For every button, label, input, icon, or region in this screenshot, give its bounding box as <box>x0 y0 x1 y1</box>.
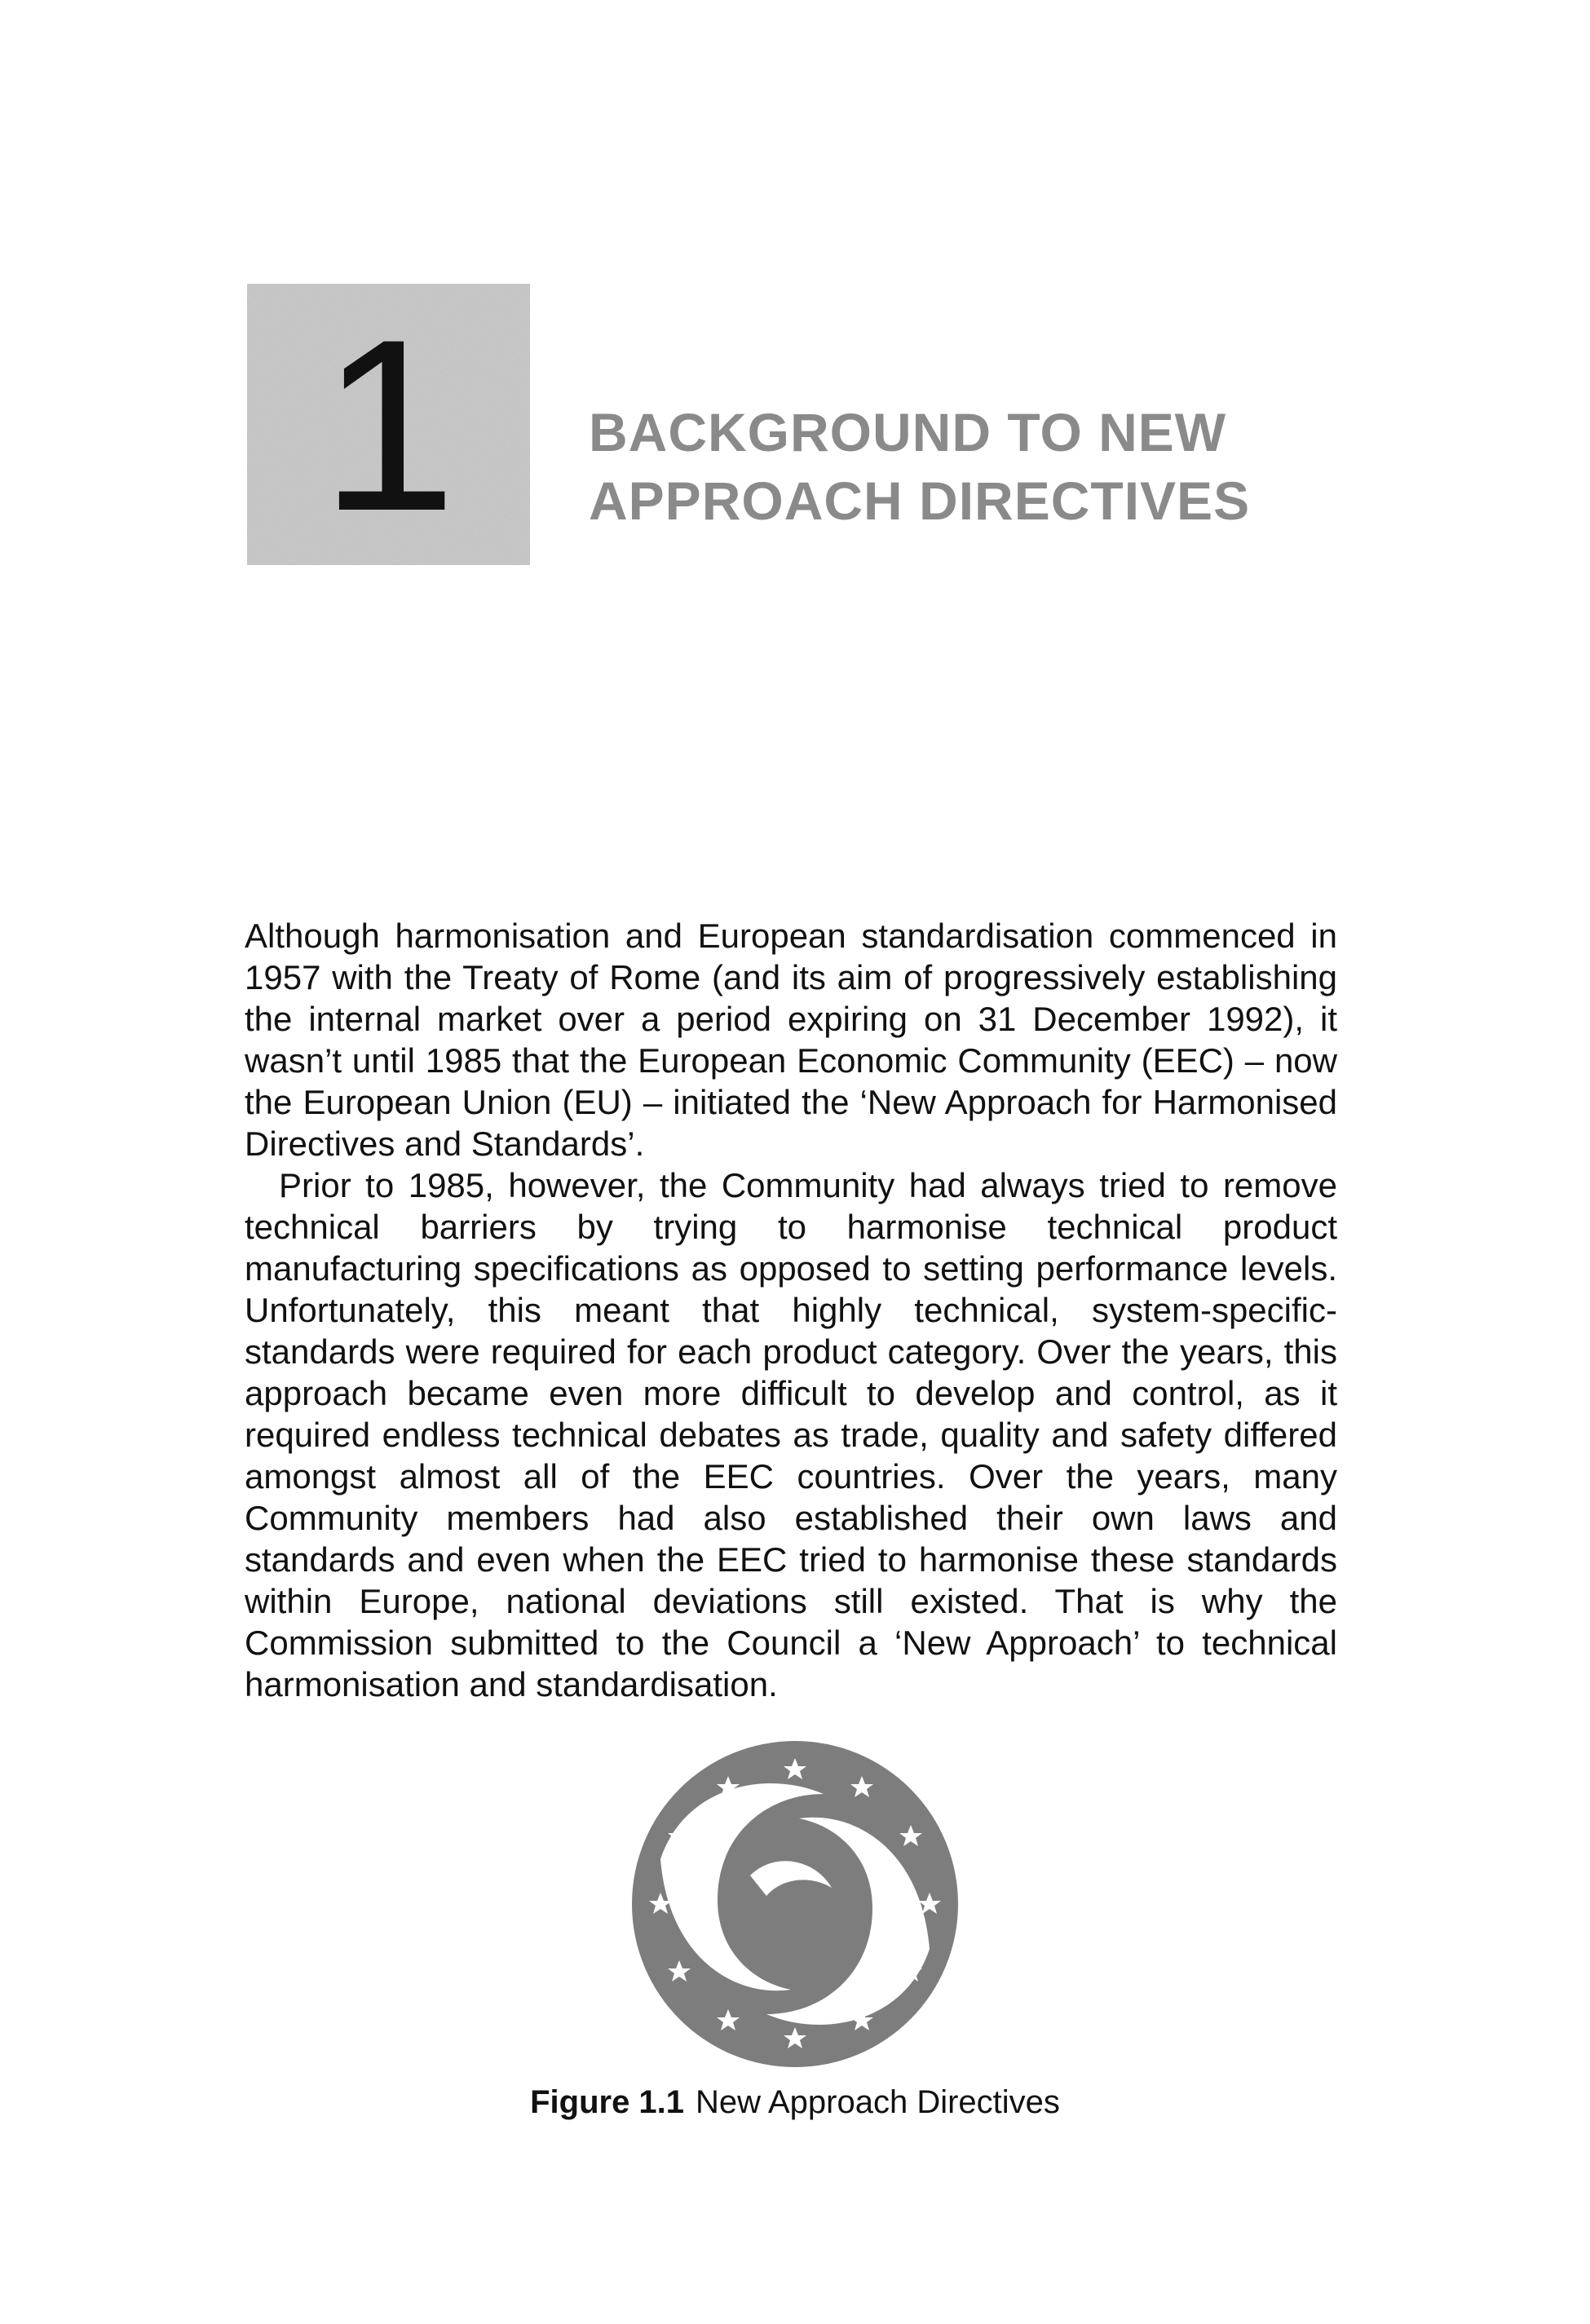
figure-caption-label: Figure 1.1 <box>530 2084 685 2120</box>
body-text <box>245 915 1337 1705</box>
figure-1-1 <box>628 1737 962 2071</box>
chapter-title-line1: BACKGROUND TO NEW <box>589 402 1227 462</box>
chapter-title <box>589 398 1323 535</box>
paragraph-1: Although harmonisation and European standardisation commenced in 1957 with the Treaty of Rome (and its aim of progressively establishing the internal market over a period expiring on 31 December 1992), it wasn’t until 1985 that the European Economic Community (EEC) – now the European Union (EU) – initiated the ‘New Approach for Harmonised Directives and Standards’. <box>245 917 1337 1163</box>
eu-star-swirl-emblem-icon <box>628 1737 962 2071</box>
chapter-number-box <box>247 284 530 565</box>
chapter-title-line2: APPROACH DIRECTIVES <box>589 471 1251 531</box>
chapter-number: 1 <box>320 287 457 562</box>
figure-caption <box>0 2084 1590 2121</box>
figure-caption-text: New Approach Directives <box>696 2084 1060 2120</box>
paragraph-2: Prior to 1985, however, the Community had always tried to remove technical barriers by trying to harmonise technical product manufacturing specifications as opposed to setting performance levels. Unfortunately, this meant that highly technical, system-specific-standards were required for each product category. Over the years, this approach became even more difficult to develop and control, as it required endless technical debates as trade, quality and safety differed amongst almost all of the EEC countries. Over the years, many Community members had also established their own laws and standards and even when the EEC tried to harmonise these standards within Europe, national deviations still existed. That is why the Commission submitted to the Council a ‘New Approach’ to technical harmonisation and standardisation. <box>245 1166 1337 1703</box>
